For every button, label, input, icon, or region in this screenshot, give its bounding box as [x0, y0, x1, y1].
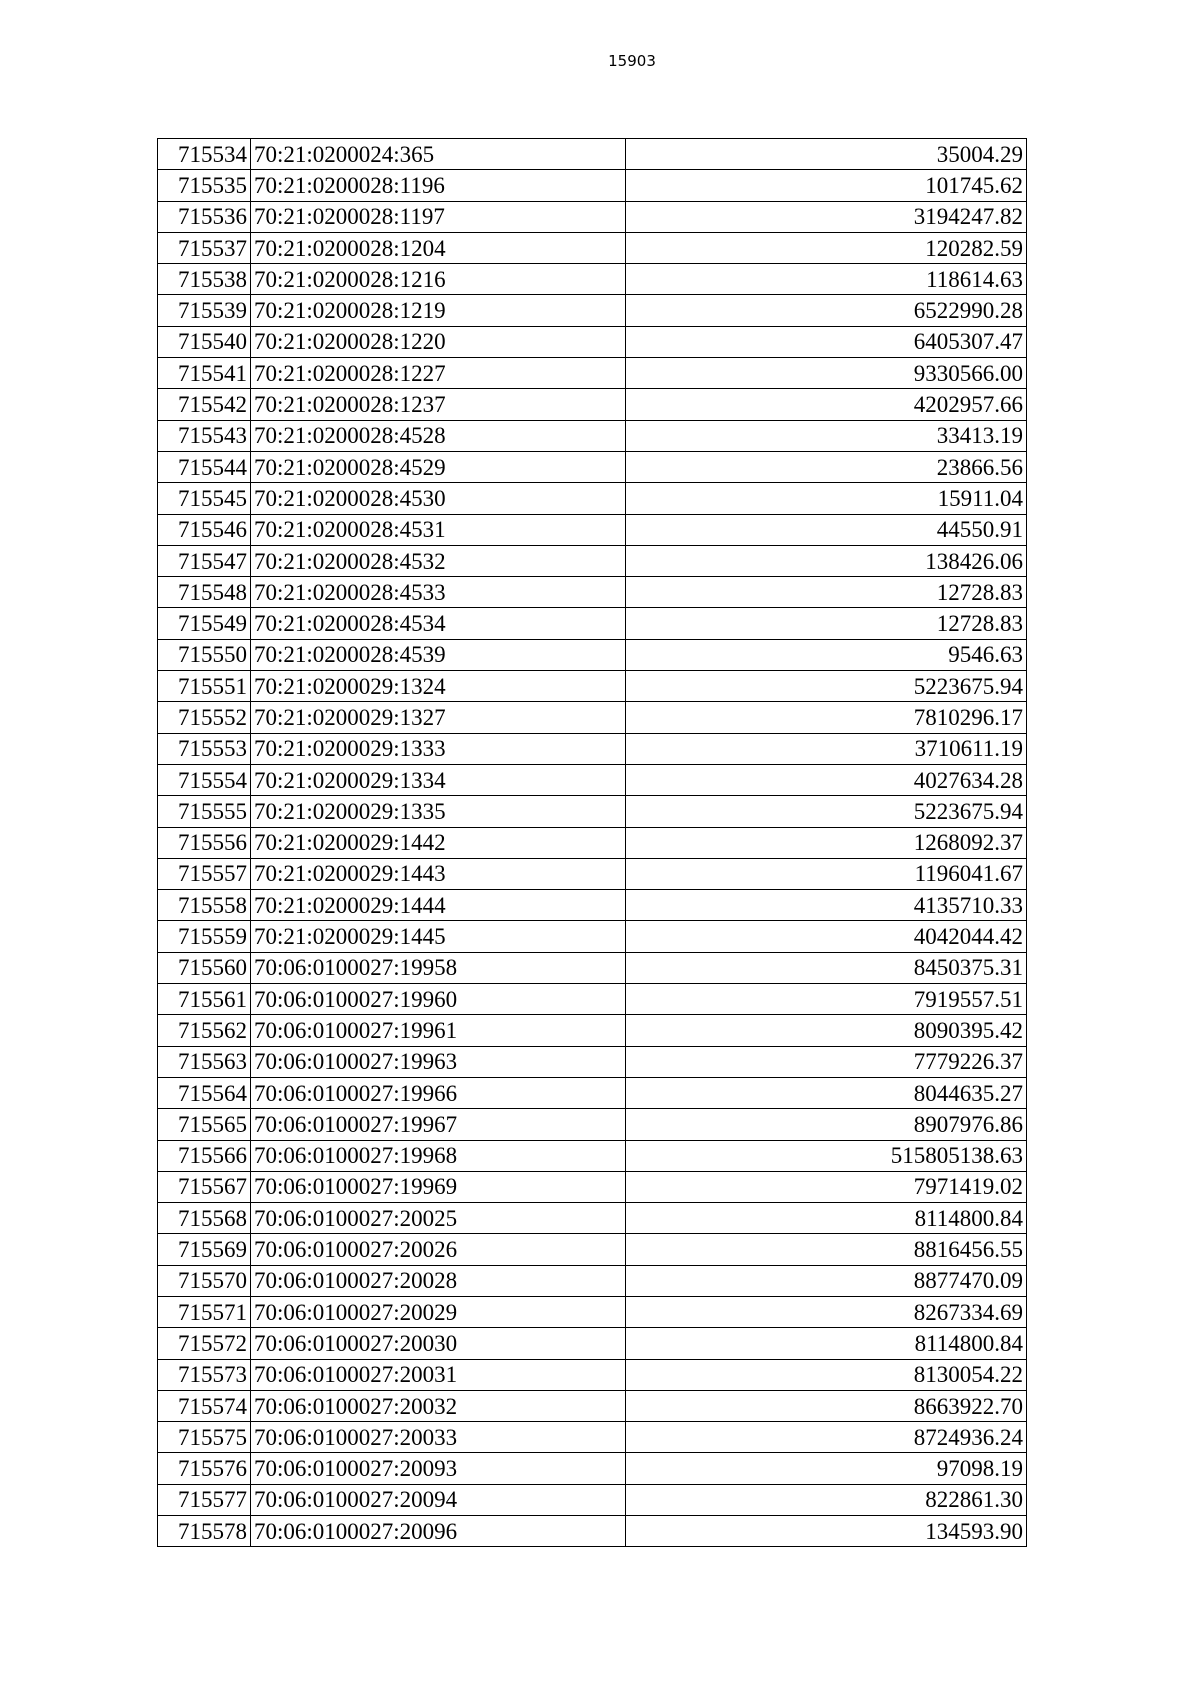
cadastral-value-cell: 1196041.67 — [626, 858, 1027, 889]
table-row — [158, 514, 1027, 545]
row-number-cell: 715565 — [158, 1109, 251, 1140]
row-number-cell: 715547 — [158, 545, 251, 576]
table-row — [158, 1484, 1027, 1515]
cadastral-value-cell: 8816456.55 — [626, 1234, 1027, 1265]
table-row — [158, 984, 1027, 1015]
table-body — [158, 139, 1027, 1547]
cadastral-number-cell: 70:21:0200028:1227 — [251, 358, 626, 389]
table-row — [158, 232, 1027, 263]
cadastral-value-cell: 3710611.19 — [626, 733, 1027, 764]
table-row — [158, 639, 1027, 670]
cadastral-value-cell: 23866.56 — [626, 451, 1027, 482]
row-number-cell: 715575 — [158, 1422, 251, 1453]
cadastral-number-cell: 70:21:0200028:4529 — [251, 451, 626, 482]
cadastral-number-cell: 70:21:0200028:4532 — [251, 545, 626, 576]
table-row — [158, 389, 1027, 420]
table-row — [158, 827, 1027, 858]
cadastral-value-cell: 8114800.84 — [626, 1203, 1027, 1234]
cadastral-number-cell: 70:21:0200028:1237 — [251, 389, 626, 420]
table-row — [158, 702, 1027, 733]
row-number-cell: 715537 — [158, 232, 251, 263]
row-number-cell: 715558 — [158, 890, 251, 921]
cadastral-number-cell: 70:06:0100027:20031 — [251, 1359, 626, 1390]
cadastral-value-cell: 7971419.02 — [626, 1171, 1027, 1202]
cadastral-number-cell: 70:06:0100027:19961 — [251, 1015, 626, 1046]
table-row — [158, 358, 1027, 389]
table-row — [158, 1140, 1027, 1171]
row-number-cell: 715577 — [158, 1484, 251, 1515]
row-number-cell: 715543 — [158, 420, 251, 451]
table-row — [158, 796, 1027, 827]
cadastral-value-cell: 12728.83 — [626, 577, 1027, 608]
cadastral-value-cell: 4042044.42 — [626, 921, 1027, 952]
row-number-cell: 715541 — [158, 358, 251, 389]
cadastral-value-cell: 515805138.63 — [626, 1140, 1027, 1171]
table-row — [158, 170, 1027, 201]
cadastral-number-cell: 70:21:0200028:4531 — [251, 514, 626, 545]
table-row — [158, 1015, 1027, 1046]
table-row — [158, 733, 1027, 764]
table-row — [158, 451, 1027, 482]
cadastral-value-cell: 7919557.51 — [626, 984, 1027, 1015]
cadastral-number-cell: 70:06:0100027:20094 — [251, 1484, 626, 1515]
cadastral-number-cell: 70:06:0100027:19968 — [251, 1140, 626, 1171]
cadastral-value-cell: 8090395.42 — [626, 1015, 1027, 1046]
table-row — [158, 858, 1027, 889]
cadastral-value-cell: 6522990.28 — [626, 295, 1027, 326]
row-number-cell: 715552 — [158, 702, 251, 733]
row-number-cell: 715554 — [158, 764, 251, 795]
row-number-cell: 715568 — [158, 1203, 251, 1234]
cadastral-value-cell: 7810296.17 — [626, 702, 1027, 733]
cadastral-value-cell: 118614.63 — [626, 264, 1027, 295]
cadastral-number-cell: 70:21:0200029:1442 — [251, 827, 626, 858]
row-number-cell: 715545 — [158, 483, 251, 514]
cadastral-number-cell: 70:06:0100027:20026 — [251, 1234, 626, 1265]
table-row — [158, 295, 1027, 326]
cadastral-number-cell: 70:06:0100027:19960 — [251, 984, 626, 1015]
cadastral-number-cell: 70:06:0100027:20028 — [251, 1265, 626, 1296]
row-number-cell: 715557 — [158, 858, 251, 889]
table-row — [158, 1516, 1027, 1547]
row-number-cell: 715538 — [158, 264, 251, 295]
table-row — [158, 890, 1027, 921]
cadastral-number-cell: 70:21:0200029:1327 — [251, 702, 626, 733]
table-row — [158, 201, 1027, 232]
cadastral-number-cell: 70:21:0200028:1204 — [251, 232, 626, 263]
cadastral-value-cell: 4027634.28 — [626, 764, 1027, 795]
cadastral-number-cell: 70:21:0200029:1333 — [251, 733, 626, 764]
cadastral-number-cell: 70:21:0200029:1444 — [251, 890, 626, 921]
table-row — [158, 1453, 1027, 1484]
cadastral-value-cell: 101745.62 — [626, 170, 1027, 201]
row-number-cell: 715535 — [158, 170, 251, 201]
table-row — [158, 483, 1027, 514]
cadastral-number-cell: 70:21:0200028:4534 — [251, 608, 626, 639]
cadastral-value-cell: 8114800.84 — [626, 1328, 1027, 1359]
row-number-cell: 715561 — [158, 984, 251, 1015]
cadastral-value-cell: 33413.19 — [626, 420, 1027, 451]
cadastral-number-cell: 70:06:0100027:19958 — [251, 952, 626, 983]
cadastral-value-cell: 4135710.33 — [626, 890, 1027, 921]
cadastral-number-cell: 70:06:0100027:20033 — [251, 1422, 626, 1453]
cadastral-value-cell: 8877470.09 — [626, 1265, 1027, 1296]
row-number-cell: 715559 — [158, 921, 251, 952]
cadastral-number-cell: 70:21:0200028:1220 — [251, 326, 626, 357]
cadastral-number-cell: 70:21:0200028:1216 — [251, 264, 626, 295]
cadastral-number-cell: 70:06:0100027:19966 — [251, 1077, 626, 1108]
row-number-cell: 715569 — [158, 1234, 251, 1265]
cadastral-number-cell: 70:21:0200029:1443 — [251, 858, 626, 889]
table-row — [158, 1203, 1027, 1234]
row-number-cell: 715563 — [158, 1046, 251, 1077]
cadastral-number-cell: 70:21:0200024:365 — [251, 139, 626, 170]
table-row — [158, 264, 1027, 295]
cadastral-value-cell: 15911.04 — [626, 483, 1027, 514]
row-number-cell: 715556 — [158, 827, 251, 858]
cadastral-number-cell: 70:21:0200029:1334 — [251, 764, 626, 795]
table-row — [158, 326, 1027, 357]
cadastral-number-cell: 70:21:0200028:1219 — [251, 295, 626, 326]
cadastral-number-cell: 70:21:0200028:1197 — [251, 201, 626, 232]
cadastral-value-cell: 8724936.24 — [626, 1422, 1027, 1453]
table-row — [158, 952, 1027, 983]
row-number-cell: 715571 — [158, 1296, 251, 1327]
row-number-cell: 715560 — [158, 952, 251, 983]
cadastral-value-cell: 8267334.69 — [626, 1296, 1027, 1327]
cadastral-value-cell: 35004.29 — [626, 139, 1027, 170]
cadastral-value-cell: 8044635.27 — [626, 1077, 1027, 1108]
cadastral-value-cell: 44550.91 — [626, 514, 1027, 545]
cadastral-value-cell: 12728.83 — [626, 608, 1027, 639]
cadastral-value-cell: 8907976.86 — [626, 1109, 1027, 1140]
cadastral-value-cell: 7779226.37 — [626, 1046, 1027, 1077]
cadastral-value-cell: 9330566.00 — [626, 358, 1027, 389]
cadastral-number-cell: 70:21:0200029:1445 — [251, 921, 626, 952]
table-row — [158, 1359, 1027, 1390]
table-row — [158, 1296, 1027, 1327]
row-number-cell: 715540 — [158, 326, 251, 357]
table-row — [158, 1328, 1027, 1359]
cadastral-value-cell: 3194247.82 — [626, 201, 1027, 232]
cadastral-number-cell: 70:06:0100027:19967 — [251, 1109, 626, 1140]
row-number-cell: 715555 — [158, 796, 251, 827]
row-number-cell: 715572 — [158, 1328, 251, 1359]
row-number-cell: 715574 — [158, 1390, 251, 1421]
cadastral-number-cell: 70:06:0100027:20032 — [251, 1390, 626, 1421]
table-row — [158, 1390, 1027, 1421]
cadastral-number-cell: 70:06:0100027:20096 — [251, 1516, 626, 1547]
table-row — [158, 764, 1027, 795]
cadastral-value-cell: 1268092.37 — [626, 827, 1027, 858]
cadastral-value-cell: 97098.19 — [626, 1453, 1027, 1484]
cadastral-value-cell: 138426.06 — [626, 545, 1027, 576]
table-row — [158, 671, 1027, 702]
table-row — [158, 139, 1027, 170]
cadastral-value-cell: 8663922.70 — [626, 1390, 1027, 1421]
table-row — [158, 577, 1027, 608]
cadastral-value-cell: 6405307.47 — [626, 326, 1027, 357]
row-number-cell: 715550 — [158, 639, 251, 670]
cadastral-number-cell: 70:21:0200028:1196 — [251, 170, 626, 201]
cadastral-number-cell: 70:06:0100027:20093 — [251, 1453, 626, 1484]
row-number-cell: 715570 — [158, 1265, 251, 1296]
cadastral-value-cell: 8130054.22 — [626, 1359, 1027, 1390]
cadastral-value-cell: 134593.90 — [626, 1516, 1027, 1547]
row-number-cell: 715553 — [158, 733, 251, 764]
cadastral-number-cell: 70:21:0200028:4528 — [251, 420, 626, 451]
table-row — [158, 1265, 1027, 1296]
table-row — [158, 1046, 1027, 1077]
table-row — [158, 608, 1027, 639]
row-number-cell: 715548 — [158, 577, 251, 608]
table-row — [158, 545, 1027, 576]
page-number: 15903 — [608, 52, 656, 70]
row-number-cell: 715549 — [158, 608, 251, 639]
cadastral-value-cell: 5223675.94 — [626, 671, 1027, 702]
table-row — [158, 921, 1027, 952]
cadastral-value-cell: 120282.59 — [626, 232, 1027, 263]
table-row — [158, 1422, 1027, 1453]
cadastral-value-table — [157, 138, 1027, 1547]
cadastral-number-cell: 70:21:0200028:4530 — [251, 483, 626, 514]
cadastral-number-cell: 70:06:0100027:19963 — [251, 1046, 626, 1077]
cadastral-number-cell: 70:06:0100027:20029 — [251, 1296, 626, 1327]
row-number-cell: 715564 — [158, 1077, 251, 1108]
table-row — [158, 420, 1027, 451]
row-number-cell: 715544 — [158, 451, 251, 482]
cadastral-number-cell: 70:21:0200028:4539 — [251, 639, 626, 670]
row-number-cell: 715578 — [158, 1516, 251, 1547]
table-row — [158, 1109, 1027, 1140]
row-number-cell: 715536 — [158, 201, 251, 232]
cadastral-number-cell: 70:21:0200029:1335 — [251, 796, 626, 827]
table-row — [158, 1171, 1027, 1202]
cadastral-number-cell: 70:06:0100027:20030 — [251, 1328, 626, 1359]
row-number-cell: 715542 — [158, 389, 251, 420]
row-number-cell: 715562 — [158, 1015, 251, 1046]
row-number-cell: 715539 — [158, 295, 251, 326]
table-row — [158, 1077, 1027, 1108]
cadastral-value-cell: 9546.63 — [626, 639, 1027, 670]
cadastral-value-cell: 4202957.66 — [626, 389, 1027, 420]
row-number-cell: 715551 — [158, 671, 251, 702]
row-number-cell: 715567 — [158, 1171, 251, 1202]
cadastral-number-cell: 70:21:0200028:4533 — [251, 577, 626, 608]
cadastral-number-cell: 70:21:0200029:1324 — [251, 671, 626, 702]
cadastral-value-cell: 822861.30 — [626, 1484, 1027, 1515]
row-number-cell: 715546 — [158, 514, 251, 545]
row-number-cell: 715576 — [158, 1453, 251, 1484]
cadastral-number-cell: 70:06:0100027:20025 — [251, 1203, 626, 1234]
row-number-cell: 715573 — [158, 1359, 251, 1390]
cadastral-value-cell: 8450375.31 — [626, 952, 1027, 983]
cadastral-number-cell: 70:06:0100027:19969 — [251, 1171, 626, 1202]
cadastral-value-cell: 5223675.94 — [626, 796, 1027, 827]
row-number-cell: 715566 — [158, 1140, 251, 1171]
table-row — [158, 1234, 1027, 1265]
row-number-cell: 715534 — [158, 139, 251, 170]
